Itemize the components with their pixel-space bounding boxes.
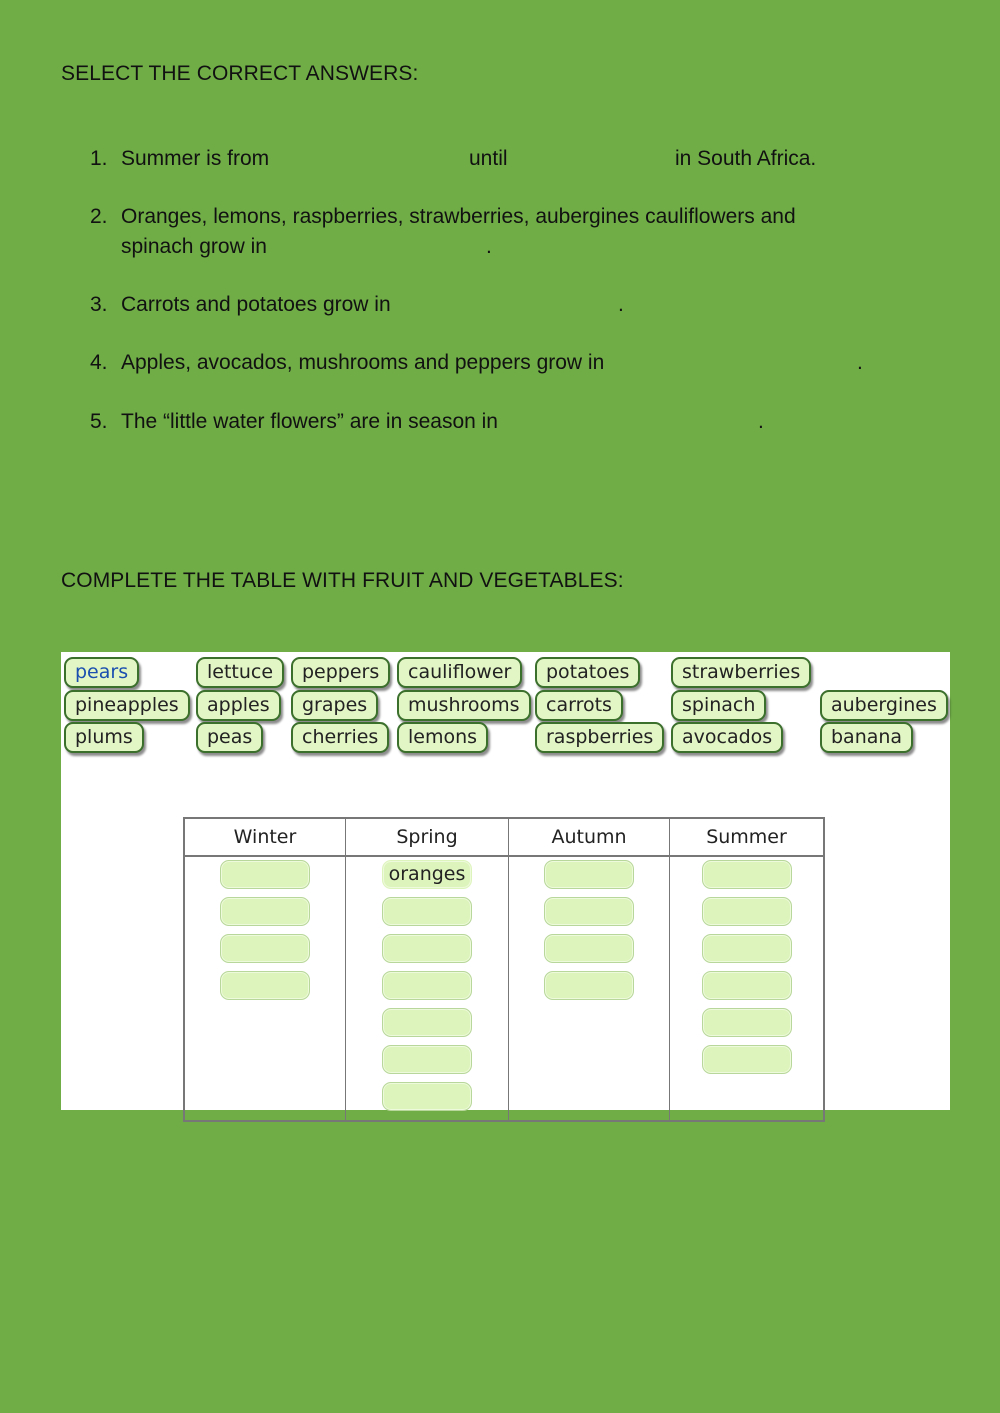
word-chip-spinach[interactable]: spinach <box>671 690 766 721</box>
question-text: Carrots and potatoes grow in <box>121 293 391 316</box>
answer-dropdown-3[interactable] <box>429 290 614 318</box>
answer-dropdown-1b[interactable] <box>521 144 671 172</box>
word-chip-raspberries[interactable]: raspberries <box>535 722 664 753</box>
column-spring <box>346 857 509 1120</box>
drop-slot[interactable] <box>382 897 472 926</box>
drop-slot[interactable] <box>702 897 792 926</box>
drop-slot[interactable] <box>544 971 634 1000</box>
question-text: in South Africa. <box>675 147 817 170</box>
word-chip-peas[interactable]: peas <box>196 722 263 753</box>
answer-dropdown-4[interactable] <box>671 348 851 376</box>
answer-dropdown-1a[interactable] <box>293 144 463 172</box>
question-text: until <box>469 147 508 170</box>
answer-dropdown-2[interactable] <box>291 232 481 260</box>
question-period: . <box>758 410 764 433</box>
word-chip-lemons[interactable]: lemons <box>397 722 488 753</box>
word-chip-cherries[interactable]: cherries <box>291 722 389 753</box>
column-header-winter: Winter <box>185 819 346 857</box>
word-chip-apples[interactable]: apples <box>196 690 281 721</box>
question-number: 2. <box>90 205 108 228</box>
answer-dropdown-5[interactable] <box>551 407 751 435</box>
drop-slot[interactable] <box>220 897 310 926</box>
drop-slot[interactable] <box>544 934 634 963</box>
word-chip-pears[interactable]: pears <box>64 657 139 688</box>
question-text: spinach grow in <box>121 235 267 258</box>
drop-slot[interactable] <box>220 934 310 963</box>
word-chip-aubergines[interactable]: aubergines <box>820 690 948 721</box>
word-chip-peppers[interactable]: peppers <box>291 657 390 688</box>
word-chip-banana[interactable]: banana <box>820 722 913 753</box>
drop-slot[interactable] <box>382 934 472 963</box>
word-chip-mushrooms[interactable]: mushrooms <box>397 690 531 721</box>
drop-slot[interactable] <box>382 1008 472 1037</box>
word-chip-lettuce[interactable]: lettuce <box>196 657 284 688</box>
question-number: 5. <box>90 410 108 433</box>
section-1-heading: SELECT THE CORRECT ANSWERS: <box>61 62 419 85</box>
column-summer <box>670 857 823 1120</box>
question-text: The “little water flowers” are in season in <box>121 410 498 433</box>
question-text: Summer is from <box>121 147 270 170</box>
column-winter <box>185 857 346 1120</box>
word-chip-plums[interactable]: plums <box>64 722 144 753</box>
question-period: . <box>618 293 624 316</box>
word-chip-avocados[interactable]: avocados <box>671 722 783 753</box>
drop-slot[interactable] <box>382 1082 472 1111</box>
question-text: Oranges, lemons, raspberries, strawberries, aubergines cauliflowers and <box>121 205 796 228</box>
word-chip-potatoes[interactable]: potatoes <box>535 657 640 688</box>
question-number: 1. <box>90 147 108 170</box>
word-chip-carrots[interactable]: carrots <box>535 690 623 721</box>
question-number: 3. <box>90 293 108 316</box>
column-header-summer: Summer <box>670 819 823 857</box>
drop-slot[interactable] <box>702 1045 792 1074</box>
drag-drop-worksheet <box>61 652 950 1110</box>
placed-word-slot[interactable]: oranges <box>382 860 472 889</box>
column-header-spring: Spring <box>346 819 509 857</box>
word-chip-pineapples[interactable]: pineapples <box>64 690 190 721</box>
section-2-heading: COMPLETE THE TABLE WITH FRUIT AND VEGETABLES: <box>61 569 624 592</box>
column-header-autumn: Autumn <box>509 819 670 857</box>
question-period: . <box>486 235 492 258</box>
column-autumn <box>509 857 670 1120</box>
drop-slot[interactable] <box>220 860 310 889</box>
question-number: 4. <box>90 351 108 374</box>
word-chip-strawberries[interactable]: strawberries <box>671 657 811 688</box>
word-chip-cauliflower[interactable]: cauliflower <box>397 657 522 688</box>
question-text: Apples, avocados, mushrooms and peppers grow in <box>121 351 605 374</box>
word-chip-grapes[interactable]: grapes <box>291 690 378 721</box>
drop-slot[interactable] <box>544 897 634 926</box>
drop-slot[interactable] <box>382 971 472 1000</box>
drop-slot[interactable] <box>702 934 792 963</box>
seasons-table <box>183 817 825 1122</box>
drop-slot[interactable] <box>382 1045 472 1074</box>
question-period: . <box>857 351 863 374</box>
drop-slot[interactable] <box>702 860 792 889</box>
drop-slot[interactable] <box>220 971 310 1000</box>
drop-slot[interactable] <box>544 860 634 889</box>
drop-slot[interactable] <box>702 1008 792 1037</box>
drop-slot[interactable] <box>702 971 792 1000</box>
